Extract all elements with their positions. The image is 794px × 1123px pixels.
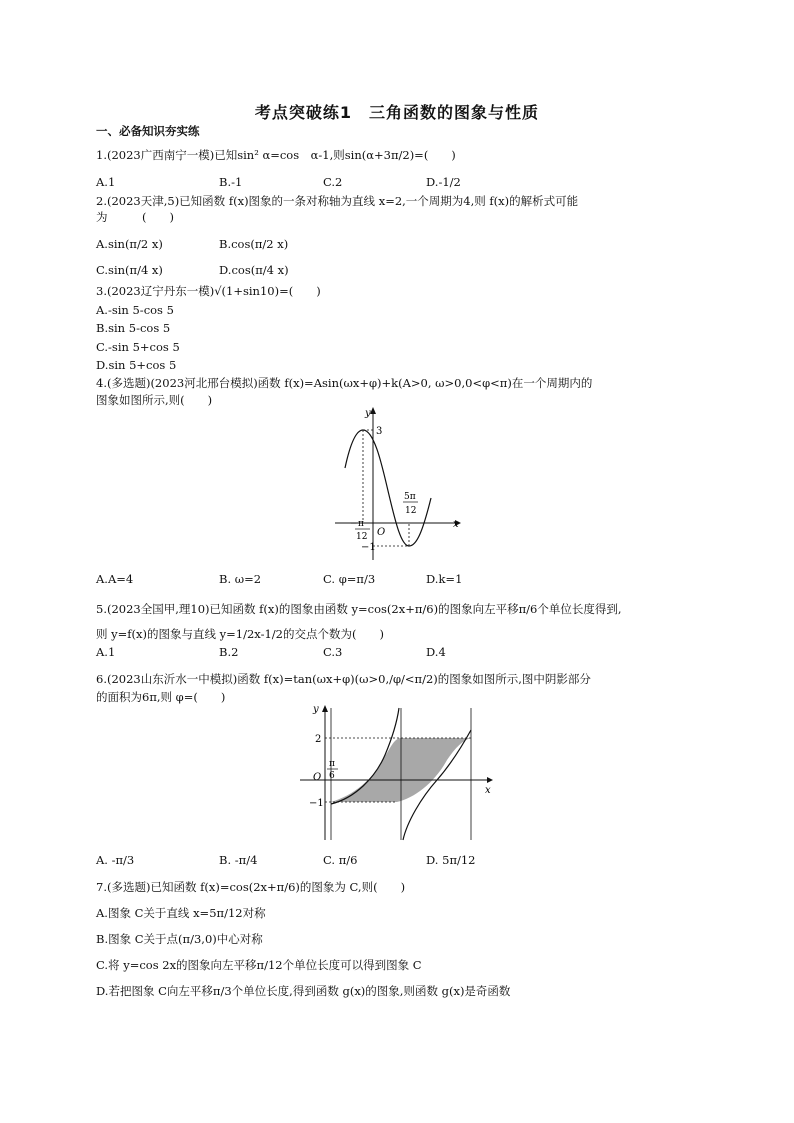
q6-option-b: B. -π/4 (219, 853, 258, 867)
q4-option-a: A.A=4 (96, 572, 134, 586)
q7-option-d: D.若把图象 C向左平移π/3个单位长度,得到函数 g(x)的图象,则函数 g(x)是奇函数 (96, 984, 511, 998)
q6-tick-den: 6 (329, 771, 335, 781)
q4-right-tick-num: 5π (404, 492, 416, 502)
q5-stem-line1: 5.(2023全国甲,理10)已知函数 f(x)的图象由函数 y=cos(2x+π/6)的图象向左平移π/6个单位长度得到, (96, 602, 622, 616)
q6-top-label: 2 (315, 734, 322, 745)
q4-stem-line1: 4.(多选题)(2023河北邢台模拟)函数 f(x)=Asin(ωx+φ)+k(A>0, ω>0,0<φ<π)在一个周期内的 (96, 376, 593, 390)
q4-graph (325, 400, 475, 565)
q4-y-arrow (370, 407, 376, 414)
q2-stem-line1: 2.(2023天津,5)已知函数 f(x)图象的一条对称轴为直线 x=2,一个周期为4,则 f(x)的解析式可能 (96, 194, 579, 208)
page-title: 考点突破练1 三角函数的图象与性质 (254, 103, 540, 122)
q4-option-c: C. φ=π/3 (323, 572, 376, 586)
q3-option-c: C.-sin 5+cos 5 (96, 340, 180, 354)
q1-option-b: B.-1 (219, 175, 243, 189)
q5-option-a: A.1 (96, 645, 116, 659)
q4-x-label: x (453, 519, 459, 530)
q4-left-tick-den: 12 (356, 532, 368, 542)
q1-option-c: C.2 (323, 175, 343, 189)
q6-origin: O (313, 772, 322, 783)
q6-x-arrow (487, 777, 493, 783)
q5-stem-line2: 则 y=f(x)的图象与直线 y=1/2x-1/2的交点个数为( ) (96, 627, 384, 641)
q6-option-a: A. -π/3 (96, 853, 135, 867)
q5-option-c: C.3 (323, 645, 343, 659)
q4-left-tick-num: − (350, 519, 358, 529)
q6-y-arrow (322, 705, 328, 712)
q6-x-label: x (485, 785, 491, 796)
q2-option-c: C.sin(π/4 x) (96, 263, 163, 277)
q4-option-d: D.k=1 (426, 572, 463, 586)
q6-option-c: C. π/6 (323, 853, 358, 867)
q1-stem: 1.(2023广西南宁一模)已知sin² α=cos α-1,则sin(α+3π/2)=( ) (96, 148, 456, 162)
q3-option-b: B.sin 5-cos 5 (96, 321, 171, 335)
q7-option-a: A.图象 C关于直线 x=5π/12对称 (96, 906, 266, 920)
q6-option-d: D. 5π/12 (426, 853, 476, 867)
q4-stem-line2: 图象如图所示,则( ) (96, 393, 213, 407)
q1-option-a: A.1 (96, 175, 116, 189)
q3-option-a: A.-sin 5-cos 5 (96, 303, 174, 317)
q2-option-b: B.cos(π/2 x) (219, 237, 289, 251)
q3-option-d: D.sin 5+cos 5 (96, 358, 177, 372)
q4-right-tick-den: 12 (405, 506, 417, 516)
q1-option-d: D.-1/2 (426, 175, 461, 189)
q5-option-b: B.2 (219, 645, 239, 659)
q6-stem-line1: 6.(2023山东沂水一中模拟)函数 f(x)=tan(ωx+φ)(ω>0,/φ/<π/2)的图象如图所示,图中阴影部分 (96, 672, 591, 686)
q4-left-tick-pi: π (358, 519, 364, 529)
q6-stem-line2: 的面积为6π,则 φ=( ) (96, 690, 226, 704)
section-heading: 一、必备知识夯实练 (96, 124, 200, 138)
q2-option-a: A.sin(π/2 x) (96, 237, 163, 251)
q6-y-label: y (313, 704, 319, 715)
q2-option-d: D.cos(π/4 x) (219, 263, 289, 277)
q7-stem: 7.(多选题)已知函数 f(x)=cos(2x+π/6)的图象为 C,则( ) (96, 880, 406, 894)
q4-y-label: y (365, 408, 371, 419)
q4-max-label: 3 (376, 426, 383, 437)
q2-stem-line2: 为 ( ) (96, 210, 174, 224)
q3-stem: 3.(2023辽宁丹东一模)√(1+sin10)=( ) (96, 284, 321, 298)
q6-tick-num: π (329, 759, 335, 769)
q7-option-c: C.将 y=cos 2x的图象向左平移π/12个单位长度可以得到图象 C (96, 958, 422, 972)
q6-bottom-label: −1 (309, 798, 324, 809)
q5-option-d: D.4 (426, 645, 446, 659)
q7-option-b: B.图象 C关于点(π/3,0)中心对称 (96, 932, 263, 946)
q4-origin: O (377, 527, 386, 538)
q6-graph (295, 700, 505, 845)
q4-min-label: −1 (361, 542, 376, 553)
q4-option-b: B. ω=2 (219, 572, 262, 586)
